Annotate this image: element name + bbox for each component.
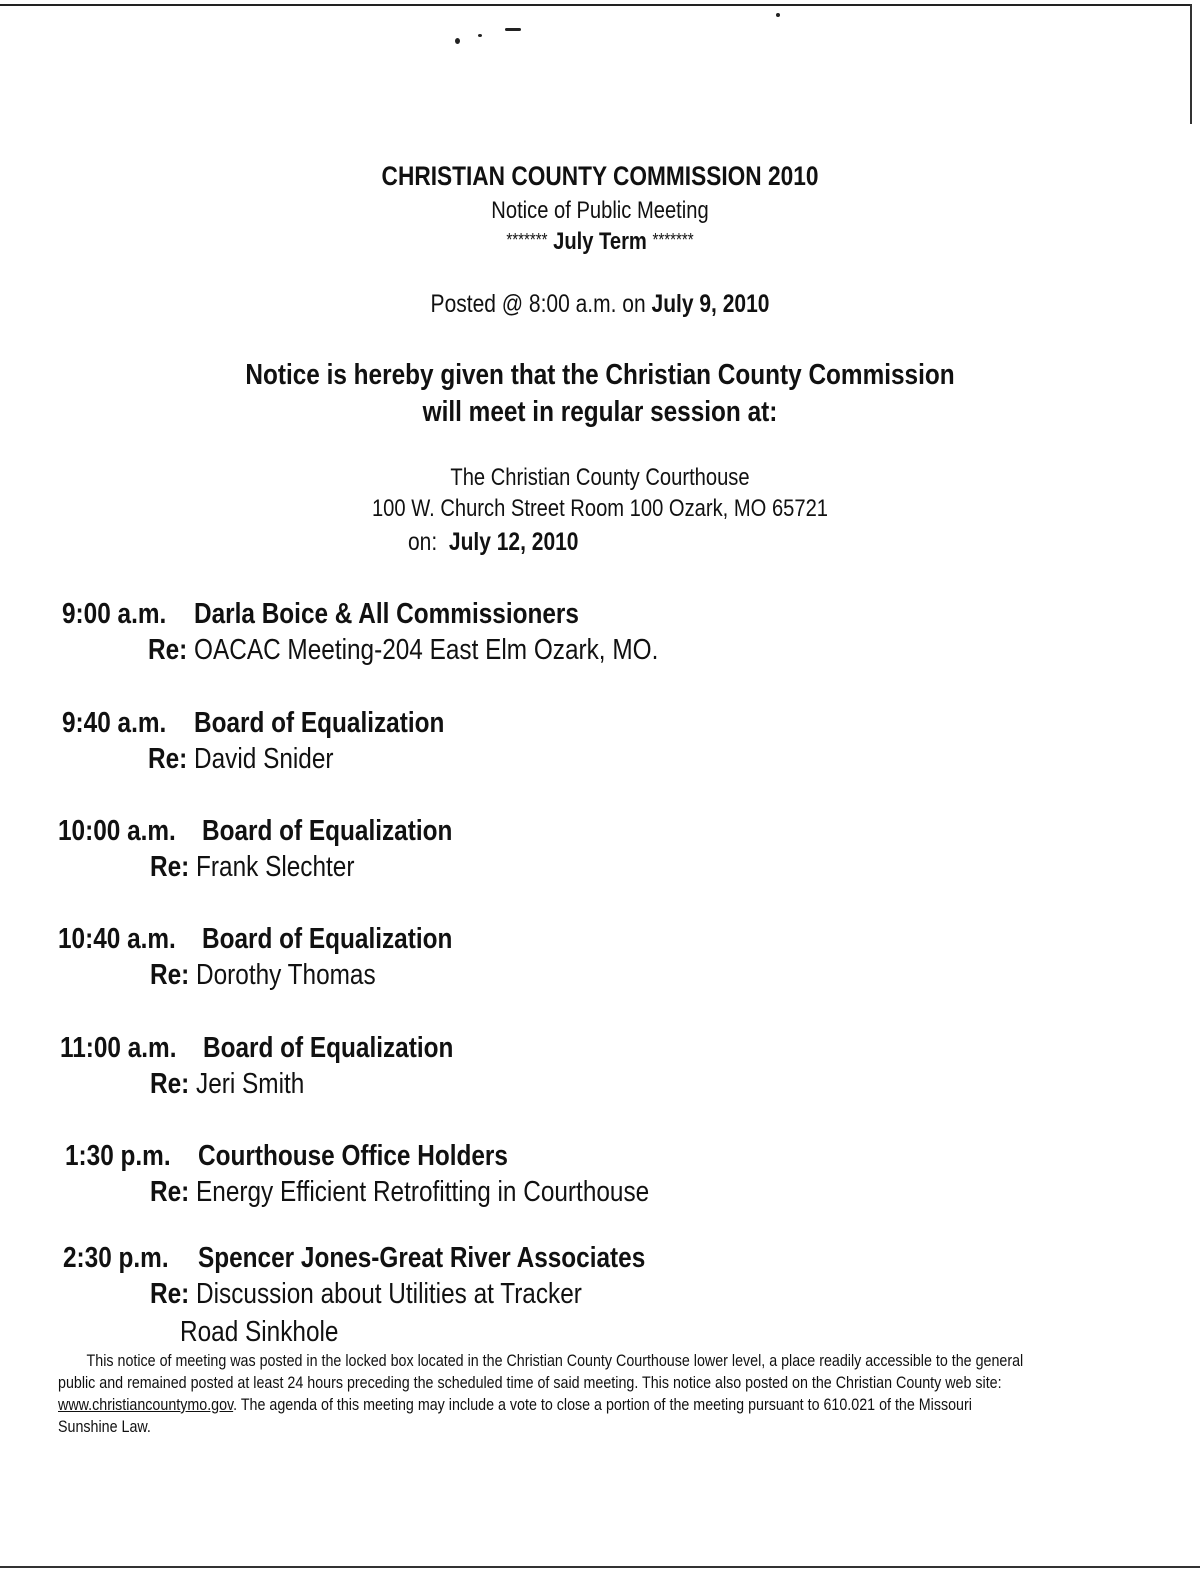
scan-edge-right [1190, 4, 1192, 124]
posted-date: July 9, 2010 [651, 290, 770, 318]
re-label: Re: [148, 743, 188, 775]
re-label: Re: [150, 1068, 190, 1100]
re-label: Re: [150, 1278, 190, 1310]
agenda-item [0, 923, 1200, 1013]
agenda-item [0, 815, 1200, 905]
scan-speck [505, 28, 521, 31]
term-label: July Term [553, 228, 647, 255]
agenda-subject-text: OACAC Meeting-204 East Elm Ozark, MO. [194, 634, 659, 666]
agenda-subject-text: David Snider [194, 743, 334, 775]
footnote-line-2: public and remained posted at least 24 hours preceding the scheduled time of said meeting. This notice also posted on the Christian County web site: [58, 1373, 1002, 1392]
document-subtitle: Notice of Public Meeting [491, 197, 709, 224]
meeting-address: 100 W. Church Street Room 100 Ozark, MO 65721 [371, 495, 829, 522]
posted-prefix: Posted @ 8:00 a.m. on [430, 290, 646, 318]
agenda-item [0, 598, 1200, 688]
re-label: Re: [150, 851, 190, 883]
scan-speck [776, 13, 780, 17]
agenda-subject [150, 959, 376, 992]
footnote-line-3 [58, 1394, 1150, 1416]
agenda-subject-text: Frank Slechter [196, 851, 355, 883]
scan-speck [478, 34, 482, 37]
meeting-date-label: on: [408, 528, 438, 556]
scan-speck [455, 38, 460, 44]
agenda-item [0, 1242, 1200, 1352]
footnote-line-4: Sunshine Law. [58, 1417, 151, 1436]
notice-line-2: will meet in regular session at: [422, 396, 778, 428]
term-stars-right: ******* [652, 230, 694, 250]
meeting-date-line [408, 528, 578, 557]
notice-line-1: Notice is hereby given that the Christian County Commission [245, 359, 955, 391]
re-label: Re: [150, 1176, 190, 1208]
scan-edge-bottom [0, 1566, 1200, 1568]
agenda-time: 11:00 a.m. [60, 1032, 177, 1064]
agenda-attendee: Courthouse Office Holders [198, 1140, 508, 1172]
meeting-location: The Christian County Courthouse [450, 464, 750, 491]
county-website-link[interactable]: www.christiancountymo.gov [58, 1395, 234, 1414]
document-title: CHRISTIAN COUNTY COMMISSION 2010 [381, 161, 819, 191]
footnote-line-1: This notice of meeting was posted in the locked box located in the Christian County Courthouse lower level, a place readily accessible to the general [86, 1351, 1024, 1370]
agenda-item [0, 707, 1200, 797]
agenda-time: 9:00 a.m. [62, 598, 167, 630]
agenda-subject-text: Dorothy Thomas [196, 959, 376, 991]
agenda-attendee: Board of Equalization [202, 815, 453, 847]
agenda-item [0, 1140, 1200, 1230]
agenda-subject [148, 743, 333, 776]
agenda-item [0, 1032, 1200, 1122]
agenda-time: 2:30 p.m. [63, 1242, 169, 1274]
posting-footnote [58, 1350, 1150, 1438]
agenda-subject [150, 1176, 649, 1209]
agenda-attendee: Darla Boice & All Commissioners [194, 598, 579, 630]
re-label: Re: [150, 959, 190, 991]
agenda-time: 10:00 a.m. [58, 815, 176, 847]
agenda-subject-text: Energy Efficient Retrofitting in Courthouse [196, 1176, 650, 1208]
agenda-attendee: Board of Equalization [194, 707, 445, 739]
agenda-subject-continued: Road Sinkhole [180, 1316, 339, 1348]
agenda-attendee: Board of Equalization [202, 923, 453, 955]
agenda-attendee: Board of Equalization [203, 1032, 454, 1064]
scan-edge-top [0, 4, 1190, 6]
agenda-time: 9:40 a.m. [62, 707, 167, 739]
agenda-subject [148, 634, 658, 667]
meeting-date: July 12, 2010 [448, 528, 579, 556]
footnote-line-3-text: . The agenda of this meeting may include a vote to close a portion of the meeting pursuant to 610.021 of the Missouri [233, 1395, 972, 1414]
term-stars-left: ******* [506, 230, 548, 250]
posted-line [96, 290, 1104, 319]
term-heading [96, 228, 1104, 256]
agenda-time: 1:30 p.m. [65, 1140, 171, 1172]
agenda-subject [150, 851, 354, 884]
agenda-attendee: Spencer Jones-Great River Associates [198, 1242, 646, 1274]
agenda-subject [150, 1068, 304, 1101]
agenda-subject-text: Discussion about Utilities at Tracker [196, 1278, 582, 1310]
agenda-subject-text: Jeri Smith [196, 1068, 305, 1100]
agenda-time: 10:40 a.m. [58, 923, 176, 955]
re-label: Re: [148, 634, 188, 666]
agenda-subject [150, 1278, 582, 1311]
